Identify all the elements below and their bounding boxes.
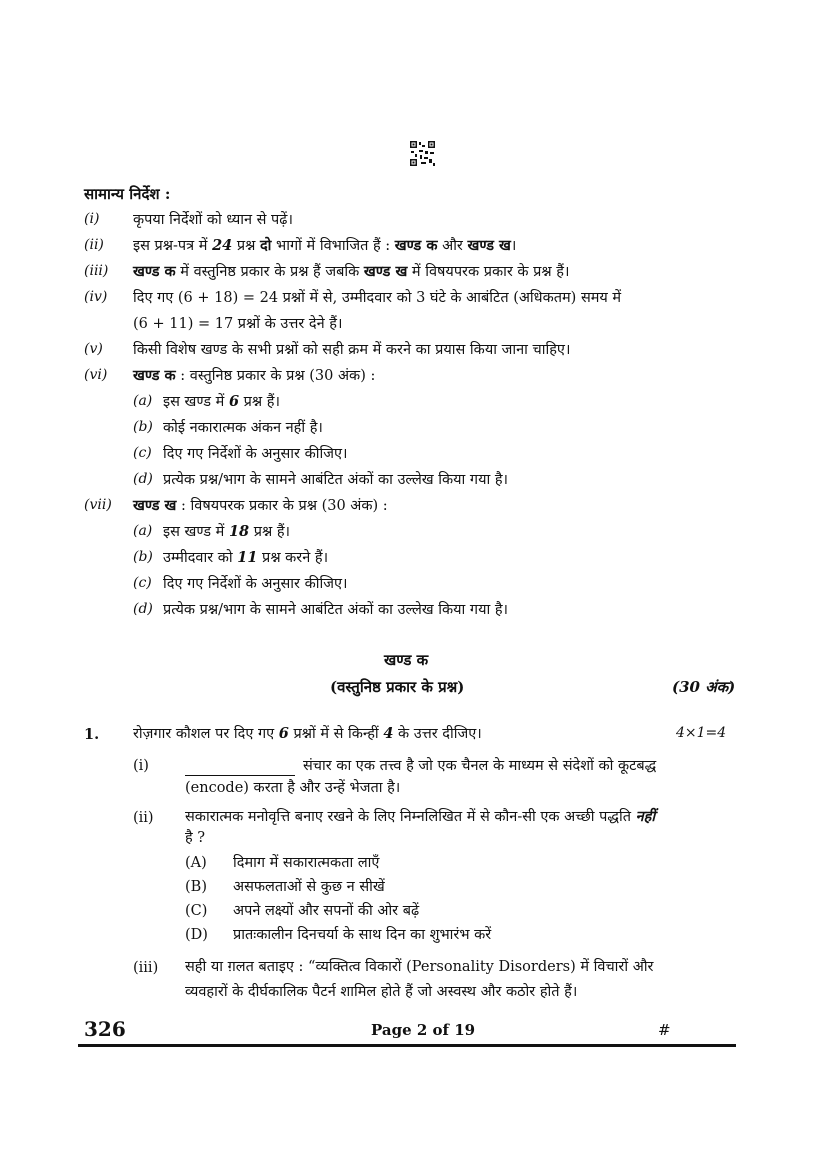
paper-code: 326 (84, 1017, 126, 1041)
sub-question-number: (ii) (133, 810, 154, 826)
section-marks: (30 अंक) (672, 678, 736, 696)
option-text: दिमाग में सकारात्मकता लाएँ (233, 855, 380, 871)
instruction-text: किसी विशेष खण्ड के सभी प्रश्नों को सही क्रम में करने का प्रयास किया जाना चाहिए। (133, 342, 571, 358)
sub-item-number: (d) (133, 471, 153, 487)
sub-item-number: (d) (133, 601, 153, 617)
sub-item-text: इस खण्ड में 6 प्रश्न हैं। (163, 393, 280, 410)
sub-item-number: (b) (133, 549, 153, 565)
sub-item-text: प्रत्येक प्रश्न/भाग के सामने आबंटित अंकों का उल्लेख किया गया है। (163, 602, 509, 618)
sub-question-number: (i) (133, 758, 149, 774)
general-instructions-heading: सामान्य निर्देश : (84, 185, 171, 203)
instruction-text: (6 + 11) = 17 प्रश्नों के उत्तर देने हैं। (133, 316, 343, 332)
section-subtitle: (वस्तुनिष्ठ प्रकार के प्रश्न) (330, 678, 465, 696)
option-text: असफलताओं से कुछ न सीखें (233, 879, 385, 895)
sub-question-text: (encode) करता है और उन्हें भेजता है। (185, 780, 401, 796)
instruction-number: (v) (84, 341, 103, 357)
sub-question-text: है ? (185, 830, 206, 846)
option-label: (C) (185, 903, 208, 919)
sub-question-text: सकारात्मक मनोवृत्ति बनाए रखने के लिए निम्नलिखित में से कौन-सी एक अच्छी पद्धति नहीं (185, 808, 656, 825)
instruction-number: (vii) (84, 497, 112, 513)
sub-item-number: (c) (133, 575, 152, 591)
instruction-text: दिए गए (6 + 18) = 24 प्रश्नों में से, उम्मीदवार को 3 घंटे के आबंटित (अधिकतम) समय में (133, 290, 622, 306)
instruction-number: (i) (84, 211, 100, 227)
option-label: (A) (185, 855, 207, 871)
question-number: 1. (84, 726, 100, 743)
sub-item-number: (b) (133, 419, 153, 435)
instruction-text: खण्ड क : वस्तुनिष्ठ प्रकार के प्रश्न (30 अंक) : (133, 367, 376, 384)
sub-item-text: उम्मीदवार को 11 प्रश्न करने हैं। (163, 549, 329, 566)
sub-question-text: सही या ग़लत बताइए : “व्यक्तित्व विकारों (Personality Disorders) में विचारों और (185, 959, 654, 975)
sub-item-text: इस खण्ड में 18 प्रश्न हैं। (163, 523, 291, 540)
instruction-number: (iv) (84, 289, 108, 305)
question-marks: 4×1=4 (676, 725, 727, 741)
sub-item-text: दिए गए निर्देशों के अनुसार कीजिए। (163, 576, 348, 592)
instruction-number: (iii) (84, 263, 109, 279)
sub-item-number: (c) (133, 445, 152, 461)
instruction-number: (ii) (84, 237, 104, 253)
sub-item-number: (a) (133, 523, 153, 539)
page-number: Page 2 of 19 (371, 1021, 476, 1039)
answer-blank (185, 761, 295, 776)
sub-question-text: संचार का एक तत्त्व है जो एक चैनल के माध्यम से संदेशों को कूटबद्ध (185, 756, 656, 776)
option-label: (D) (185, 927, 208, 943)
question-text: रोज़गार कौशल पर दिए गए 6 प्रश्नों में से किन्हीं 4 के उत्तर दीजिए। (133, 725, 482, 742)
sub-item-text: प्रत्येक प्रश्न/भाग के सामने आबंटित अंकों का उल्लेख किया गया है। (163, 472, 509, 488)
instruction-text: खण्ड क में वस्तुनिष्ठ प्रकार के प्रश्न हैं जबकि खण्ड ख में विषयपरक प्रकार के प्रश्न हैं। (133, 263, 570, 280)
sub-item-text: दिए गए निर्देशों के अनुसार कीजिए। (163, 446, 348, 462)
instruction-text: खण्ड ख : विषयपरक प्रकार के प्रश्न (30 अंक) : (133, 497, 388, 514)
sub-item-number: (a) (133, 393, 153, 409)
sub-question-text: व्यवहारों के दीर्घकालिक पैटर्न शामिल होते हैं जो अस्वस्थ और कठोर होते हैं। (185, 984, 578, 1000)
instruction-text: कृपया निर्देशों को ध्यान से पढ़ें। (133, 212, 293, 228)
section-title: खण्ड क (384, 651, 429, 669)
footer-rule (78, 1044, 736, 1047)
instruction-text: इस प्रश्न-पत्र में 24 प्रश्न दो भागों में विभाजित हैं : खण्ड क और खण्ड ख। (133, 237, 517, 254)
qr-code (409, 140, 436, 167)
option-label: (B) (185, 879, 207, 895)
footer-hash: # (658, 1021, 671, 1039)
option-text: अपने लक्ष्यों और सपनों की ओर बढ़ें (233, 903, 420, 919)
sub-question-number: (iii) (133, 960, 159, 976)
sub-item-text: कोई नकारात्मक अंकन नहीं है। (163, 420, 323, 436)
option-text: प्रातःकालीन दिनचर्या के साथ दिन का शुभारंभ करें (233, 927, 492, 943)
instruction-number: (vi) (84, 367, 108, 383)
